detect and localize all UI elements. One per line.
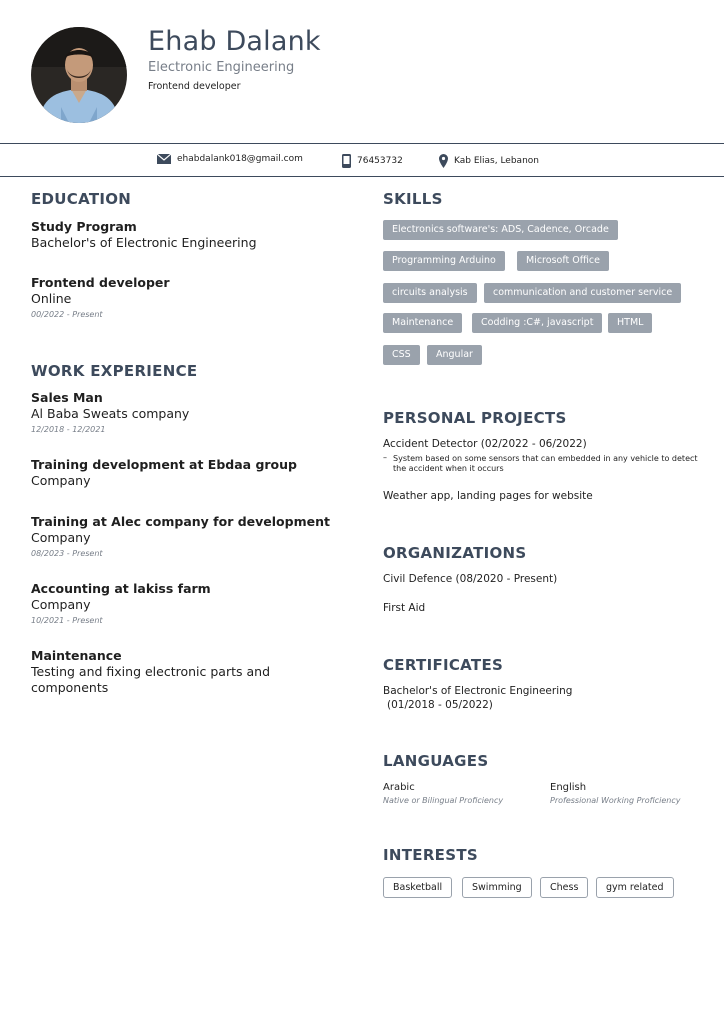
skill-chip: circuits analysis xyxy=(383,283,477,303)
work-item-title: Maintenance xyxy=(31,648,122,663)
education-item xyxy=(31,275,170,319)
skill-chip: communication and customer service xyxy=(484,283,681,303)
work-item xyxy=(31,390,189,434)
work-item-title: Training at Alec company for development xyxy=(31,514,330,529)
languages-title: LANGUAGES xyxy=(383,752,489,770)
skill-chip: HTML xyxy=(608,313,652,333)
language-level: Professional Working Proficiency xyxy=(550,796,681,805)
interest-chip: gym related xyxy=(596,877,674,898)
organization-item: Civil Defence (08/2020 - Present) xyxy=(383,573,558,585)
work-item-sub: Company xyxy=(31,473,91,488)
projects-title: PERSONAL PROJECTS xyxy=(383,409,567,427)
education-title: EDUCATION xyxy=(31,190,132,208)
work-item xyxy=(31,457,297,489)
work-item-date: 12/2018 - 12/2021 xyxy=(31,425,106,434)
project-1-desc: System based on some sensors that can embedded in any vehicle to detect the accident when it occurs xyxy=(393,454,698,473)
interest-chip: Basketball xyxy=(383,877,452,898)
project-2-title: Weather app, landing pages for website xyxy=(383,490,593,502)
person-subtitle: Electronic Engineering xyxy=(148,60,295,75)
skill-chip: Maintenance xyxy=(383,313,462,333)
work-item xyxy=(31,648,321,696)
certificate-line-1: Bachelor's of Electronic Engineering xyxy=(383,685,573,697)
work-item xyxy=(31,514,330,558)
skills-title: SKILLS xyxy=(383,190,443,208)
person-name: Ehab Dalank xyxy=(148,26,321,57)
map-pin-icon xyxy=(439,154,448,168)
education-item-sub: Online xyxy=(31,291,72,306)
contact-location xyxy=(439,154,539,168)
language-item xyxy=(383,782,503,805)
education-item-title: Study Program xyxy=(31,219,137,234)
language-item xyxy=(550,782,681,805)
certificate-line-2: (01/2018 - 05/2022) xyxy=(387,699,493,711)
skill-chip: CSS xyxy=(383,345,420,365)
work-item-sub: Company xyxy=(31,597,91,612)
certificates-title: CERTIFICATES xyxy=(383,656,504,674)
education-item-date: 00/2022 - Present xyxy=(31,310,103,319)
person-role: Frontend developer xyxy=(148,81,241,92)
resume-header xyxy=(0,0,724,143)
contact-phone[interactable] xyxy=(342,154,403,168)
work-item-sub: Al Baba Sweats company xyxy=(31,406,190,421)
work-item-title: Accounting at lakiss farm xyxy=(31,581,211,596)
work-item-sub: Testing and fixing electronic parts and components xyxy=(31,664,271,695)
profile-photo xyxy=(31,27,127,123)
skill-chip: Microsoft Office xyxy=(517,251,609,271)
contact-bar xyxy=(0,143,724,177)
skill-chip: Codding :C#, javascript xyxy=(472,313,602,333)
contact-email[interactable] xyxy=(157,154,303,164)
skill-chip: Angular xyxy=(427,345,482,365)
work-item-title: Sales Man xyxy=(31,390,103,405)
location-text: Kab Elias, Lebanon xyxy=(454,156,539,166)
education-item-sub: Bachelor's of Electronic Engineering xyxy=(31,235,257,250)
work-item-date: 10/2021 - Present xyxy=(31,616,103,625)
person-photo-icon xyxy=(31,27,127,123)
language-name: English xyxy=(550,782,587,793)
work-item-title: Training development at Ebdaa group xyxy=(31,457,297,472)
work-item xyxy=(31,581,211,625)
phone-text: 76453732 xyxy=(357,156,403,166)
language-level: Native or Bilingual Proficiency xyxy=(383,796,504,805)
bullet-dash-icon: – xyxy=(383,453,387,462)
skill-chip: Electronics software's: ADS, Cadence, Orcade xyxy=(383,220,618,240)
language-name: Arabic xyxy=(383,782,415,793)
phone-icon xyxy=(342,154,351,168)
education-item xyxy=(31,219,257,251)
interests-title: INTERESTS xyxy=(383,846,478,864)
skill-chip: Programming Arduino xyxy=(383,251,505,271)
interest-chip: Chess xyxy=(540,877,588,898)
work-title: WORK EXPERIENCE xyxy=(31,362,198,380)
project-1-title: Accident Detector (02/2022 - 06/2022) xyxy=(383,438,587,450)
organization-item: First Aid xyxy=(383,602,426,614)
education-item-title: Frontend developer xyxy=(31,275,170,290)
email-text: ehabdalank018@gmail.com xyxy=(177,154,303,164)
interest-chip: Swimming xyxy=(462,877,532,898)
organizations-title: ORGANIZATIONS xyxy=(383,544,527,562)
work-item-date: 08/2023 - Present xyxy=(31,549,103,558)
work-item-sub: Company xyxy=(31,530,91,545)
envelope-icon xyxy=(157,154,171,164)
